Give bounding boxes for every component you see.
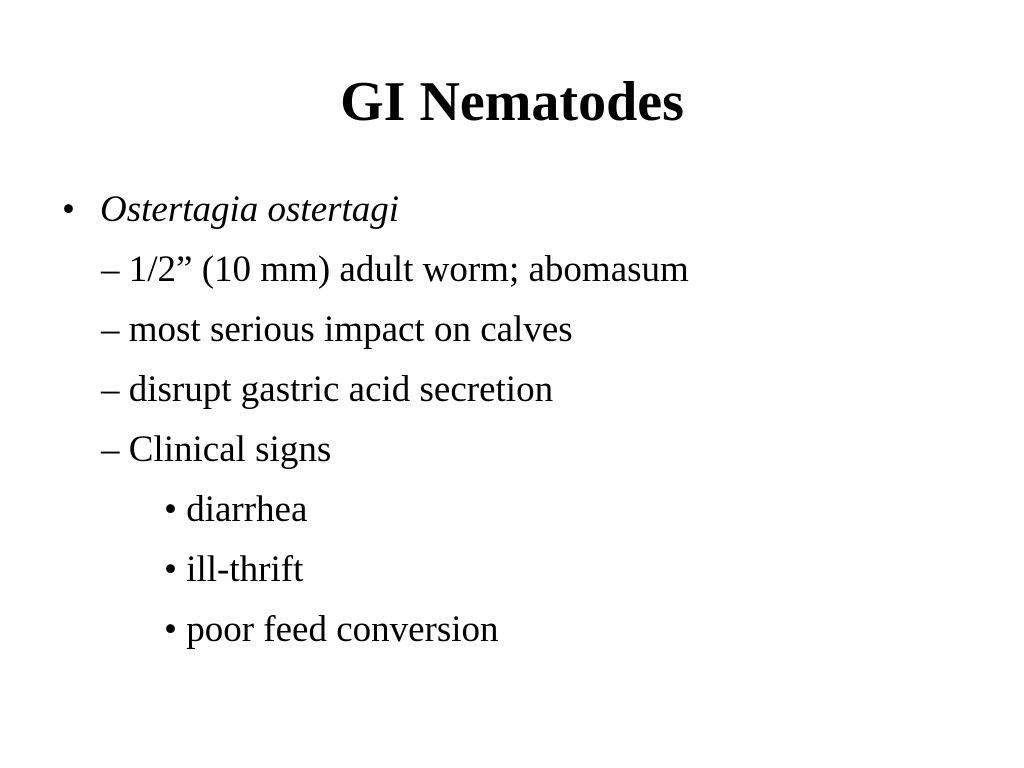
bullet-text: Ostertagia ostertagi — [100, 189, 400, 230]
sub-bullet-item: – Clinical signs — [101, 429, 332, 470]
bullet-item-level1 — [62, 188, 399, 232]
sub-sub-bullet-item: • poor feed conversion — [164, 609, 499, 650]
slide-title: GI Nematodes — [340, 71, 684, 133]
sub-sub-bullet-item: • diarrhea — [164, 489, 308, 530]
sub-bullet-item: – most serious impact on calves — [101, 309, 573, 350]
sub-bullet-item: – 1/2” (10 mm) adult worm; abomasum — [101, 249, 689, 290]
sub-sub-bullet-item: • ill-thrift — [164, 549, 304, 590]
bullet-icon: • — [62, 189, 75, 230]
sub-bullet-item: – disrupt gastric acid secretion — [101, 369, 554, 410]
